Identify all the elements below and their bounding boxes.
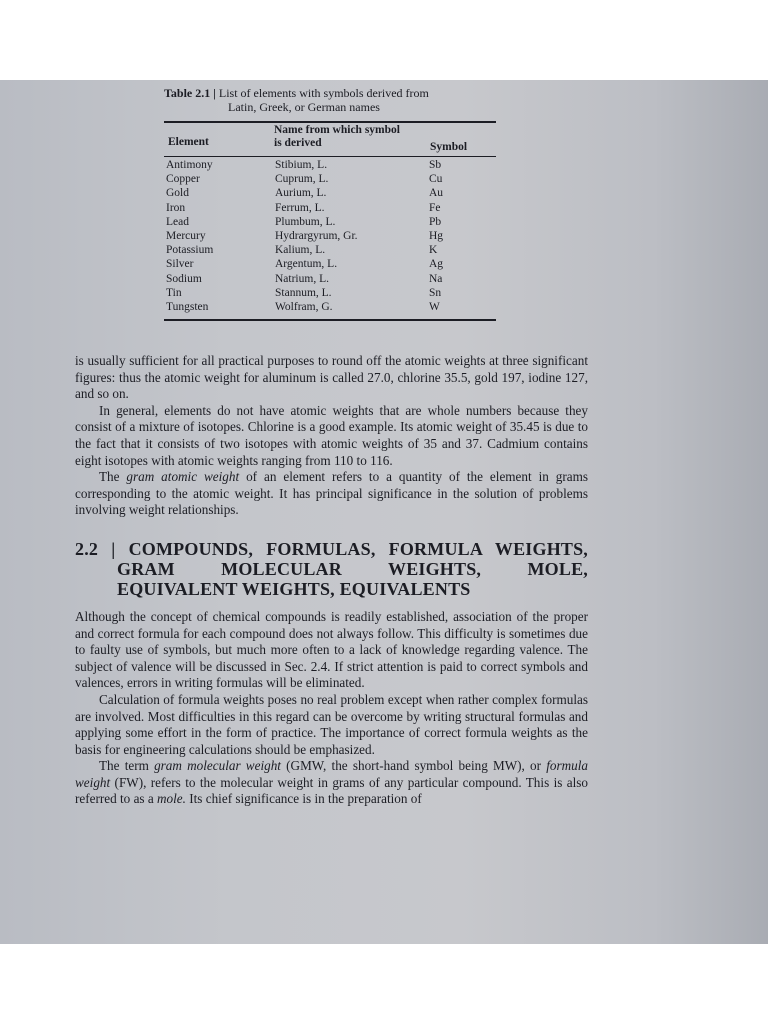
cell-element: Iron	[166, 201, 186, 214]
cell-element: Potassium	[166, 244, 214, 257]
cell-symbol: Na	[429, 272, 443, 285]
paragraph	[75, 469, 588, 519]
paragraph: Calculation of formula weights poses no real problem except when rather complex formulas are involved. Most difficulties in this regard can be overcome by writing structural formulas and applying some effort in the form of practice. The importance of correct formula weights as the basis for engineering calculations should be emphasized.	[75, 691, 588, 757]
cell-element: Tin	[166, 286, 182, 299]
table-caption	[164, 86, 504, 114]
table-row	[164, 229, 496, 243]
table-row	[164, 172, 496, 186]
text-run: The	[99, 469, 127, 485]
table-bottom-rule	[164, 319, 496, 321]
cell-element: Antimony	[166, 159, 213, 171]
header-symbol: Symbol	[430, 141, 468, 153]
photo-background	[0, 80, 768, 944]
table-caption-line2: Latin, Greek, or German names	[228, 100, 380, 114]
cell-element: Copper	[166, 173, 200, 186]
cell-element: Silver	[166, 258, 194, 271]
cell-name: Wolfram, G.	[275, 300, 333, 313]
text-run: (GMW, the short-hand symbol being MW), or	[280, 758, 547, 774]
cell-symbol: Sb	[429, 159, 442, 171]
cell-element: Lead	[166, 215, 189, 228]
term-gram-atomic-weight: gram atomic weight	[126, 469, 240, 485]
table-row	[164, 158, 496, 172]
cell-symbol: Fe	[429, 201, 441, 214]
cell-symbol: Au	[429, 187, 444, 200]
cell-element: Mercury	[166, 229, 206, 242]
table-row	[164, 201, 496, 215]
cell-symbol: Ag	[429, 258, 444, 271]
section-title: COMPOUNDS, FORMULAS, FORMULA WEIGHTS, GRAM MOLECULAR WEIGHTS, MOLE, EQUIVALENT WEIGHTS, EQUIVALENTS	[117, 538, 589, 599]
cell-name: Stannum, L.	[275, 286, 332, 299]
cell-name: Ferrum, L.	[275, 201, 325, 214]
cell-name: Argentum, L.	[275, 258, 338, 271]
table-row	[164, 272, 496, 286]
table-row	[164, 215, 496, 229]
table-top-rule	[164, 121, 496, 123]
cell-name: Stibium, L.	[275, 159, 328, 171]
cell-name: Hydrargyrum, Gr.	[275, 229, 358, 242]
table-row	[164, 300, 496, 314]
table-row	[164, 257, 496, 271]
book-page	[60, 80, 600, 944]
cell-name: Plumbum, L.	[275, 215, 336, 228]
table-body	[164, 158, 496, 314]
text-run: (FW), refers to the molecular weight in grams of any particular compound. This is also referred to as a	[75, 774, 588, 807]
cell-symbol: Cu	[429, 173, 443, 186]
table-row	[164, 186, 496, 200]
paragraph	[75, 758, 588, 808]
cell-name: Kalium, L.	[275, 244, 326, 257]
table-row	[164, 286, 496, 300]
cell-symbol: Sn	[429, 286, 442, 299]
text-run: The term	[99, 758, 155, 774]
header-element: Element	[168, 136, 209, 148]
paragraph: Although the concept of chemical compounds is readily established, association of the proper and correct formula for each compound does not always follow. This difficulty is sometimes due to faulty use of symbols, but much more often to a lack of knowledge regarding valence. The subject of valence will be discussed in Sec. 2.4. If strict attention is paid to correct symbols and valences, errors in writing formulas will be eliminated.	[75, 608, 588, 691]
cell-name: Cuprum, L.	[275, 173, 329, 186]
cell-symbol: Pb	[429, 215, 442, 228]
paragraph: is usually sufficient for all practical purposes to round off the atomic weights at three significant figures: thus the atomic weight for aluminum is called 27.0, chlorine 35.5, gold 197, iodine 127, and so on.	[75, 353, 588, 402]
cell-symbol: K	[429, 244, 438, 257]
table-row	[164, 243, 496, 257]
text-run: Its chief significance is in the preparation of	[185, 791, 422, 807]
cell-symbol: W	[429, 300, 440, 313]
cell-symbol: Hg	[429, 229, 444, 242]
table-label: Table 2.1 |	[164, 86, 216, 100]
cell-name: Aurium, L.	[275, 187, 327, 200]
cell-name: Natrium, L.	[275, 272, 329, 285]
term-mole: mole.	[157, 791, 186, 807]
body-text	[75, 353, 588, 808]
paragraph: In general, elements do not have atomic weights that are whole numbers because they consist of a mixture of isotopes. Chlorine is a good example. Its atomic weight of 35.45 is due to the fact that it consists of two isotopes with atomic weights of 35 and 37. Cadmium contains eight isotopes with atomic weights ranging from 110 to 116.	[75, 402, 588, 468]
text-run: of an element refers to a quantity of the element in grams corresponding to the atomic weight. It has principal significance in the solution of problems involving weight relationships.	[75, 469, 588, 518]
section-heading	[75, 539, 588, 599]
table-caption-line1: List of elements with symbols derived from	[218, 86, 429, 100]
cell-element: Gold	[166, 187, 189, 200]
header-name: Name from which symbol is derived	[274, 124, 400, 149]
cell-element: Sodium	[166, 272, 202, 285]
term-gram-molecular-weight: gram molecular weight	[154, 758, 281, 774]
table-header-rule	[164, 156, 496, 157]
term-formula-weight: formula weight	[75, 758, 589, 790]
cell-element: Tungsten	[166, 300, 209, 313]
section-number: 2.2 |	[75, 538, 116, 559]
